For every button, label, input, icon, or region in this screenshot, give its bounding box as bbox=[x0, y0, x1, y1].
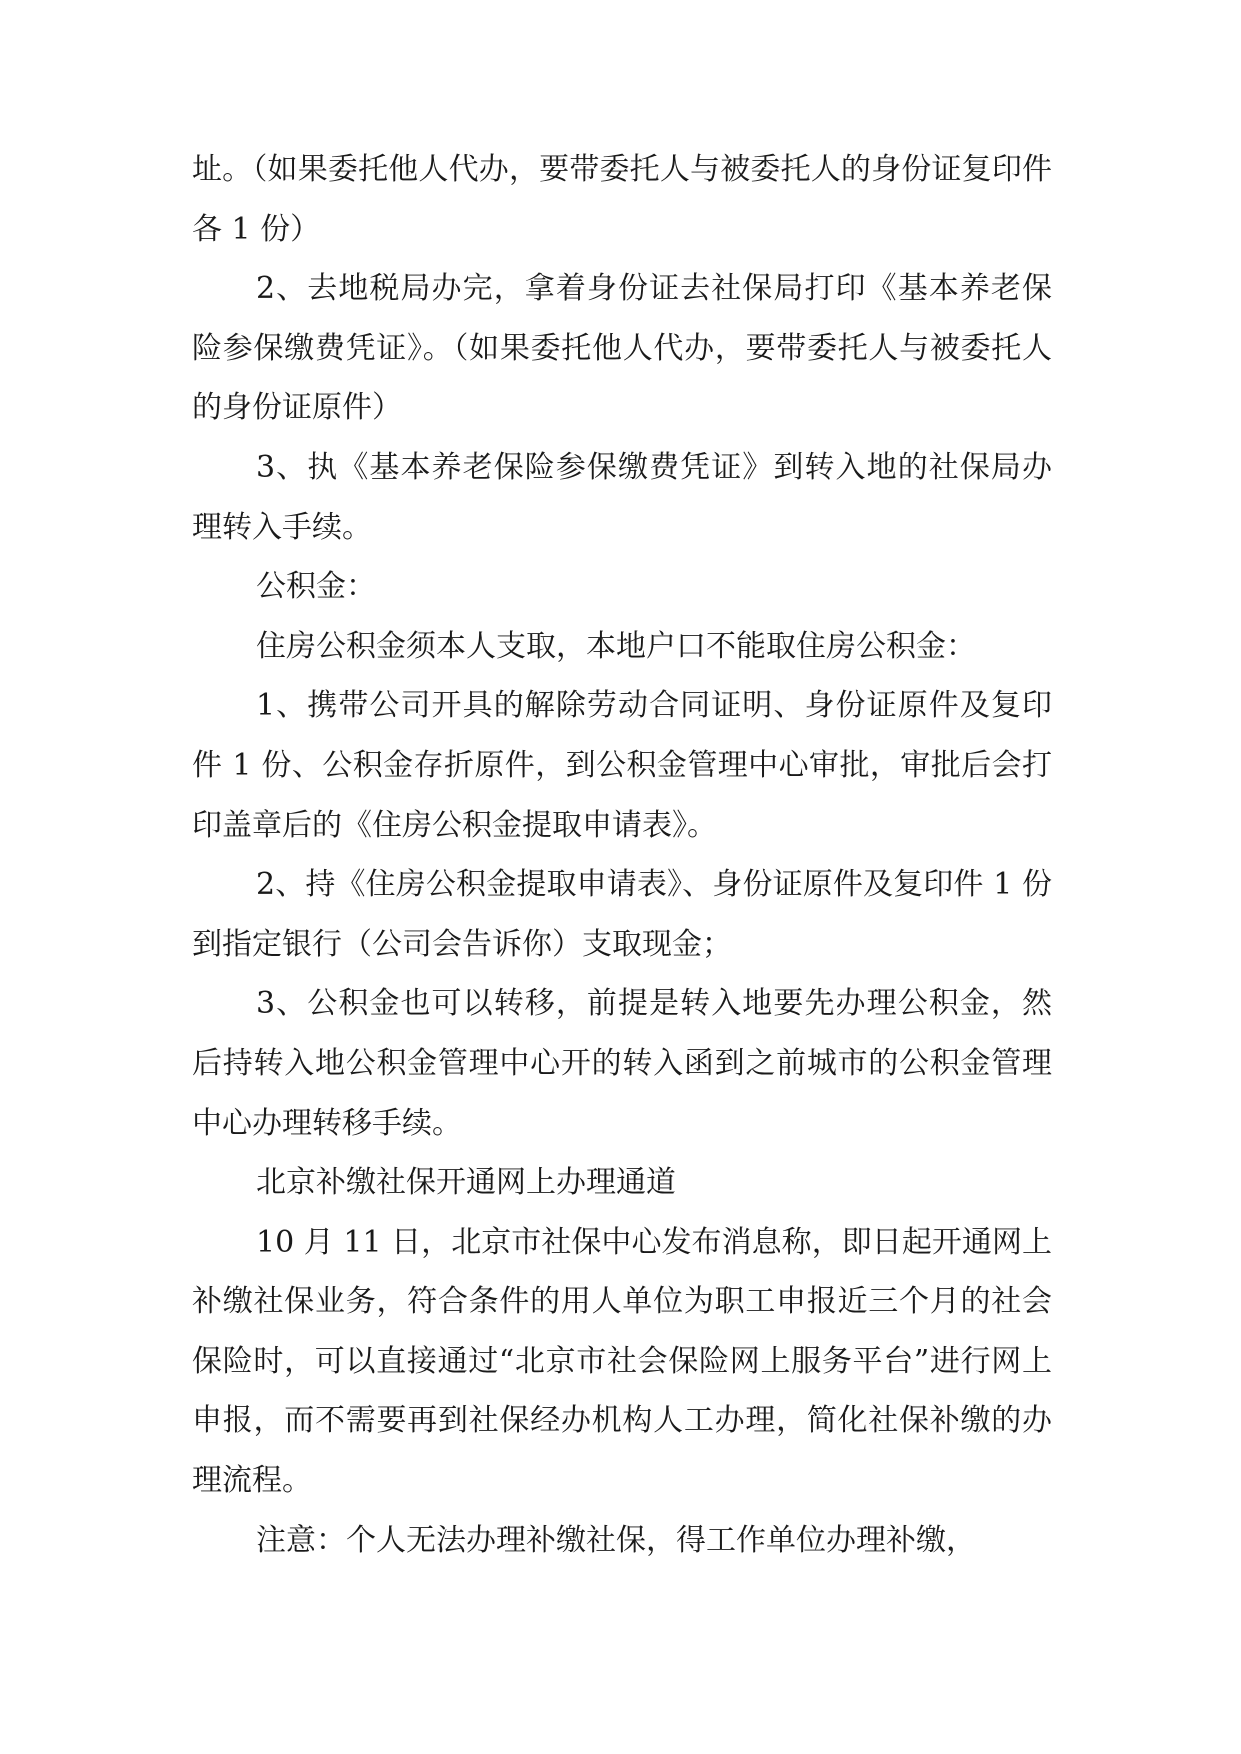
paragraph-beijing-news: 10 月 11 日，北京市社保中心发布消息称，即日起开通网上补缴社保业务，符合条件的用人单位为职工申报近三个月的社会保险时，可以直接通过“北京市社会保险网上服务平台”进行网上申报，而不需要再到社保经办机构人工办理，简化社保补缴的办理流程。 bbox=[192, 1224, 1052, 1499]
paragraph-continuation: 址。（如果委托他人代办，要带委托人与被委托人的身份证复印件各 1 份） bbox=[192, 152, 1052, 247]
paragraph-fund-step-1: 1、携带公司开具的解除劳动合同证明、身份证原件及复印件 1 份、公积金存折原件，到公积金管理中心审批，审批后会打印盖章后的《住房公积金提取申请表》。 bbox=[192, 688, 1052, 843]
document-body bbox=[192, 140, 1052, 1570]
paragraph-housing-fund-intro: 住房公积金须本人支取，本地户口不能取住房公积金： bbox=[256, 628, 976, 664]
section-heading-housing-fund: 公积金： bbox=[256, 569, 376, 605]
paragraph-fund-step-3: 3、公积金也可以转移，前提是转入地要先办理公积金，然后持转入地公积金管理中心开的转入函到之前城市的公积金管理中心办理转移手续。 bbox=[192, 986, 1052, 1141]
paragraph-step-3-transfer: 3、执《基本养老保险参保缴费凭证》到转入地的社保局办理转入手续。 bbox=[192, 449, 1052, 545]
paragraph-step-2-tax-bureau: 2、去地税局办完，拿着身份证去社保局打印《基本养老保险参保缴费凭证》。（如果委托他人代办，要带委托人与被委托人的身份证原件） bbox=[192, 271, 1052, 426]
section-heading-beijing-online: 北京补缴社保开通网上办理通道 bbox=[256, 1165, 676, 1201]
paragraph-note: 注意：个人无法办理补缴社保，得工作单位办理补缴， bbox=[256, 1522, 976, 1558]
paragraph-fund-step-2: 2、持《住房公积金提取申请表》、身份证原件及复印件 1 份到指定银行（公司会告诉你）支取现金； bbox=[192, 867, 1052, 962]
